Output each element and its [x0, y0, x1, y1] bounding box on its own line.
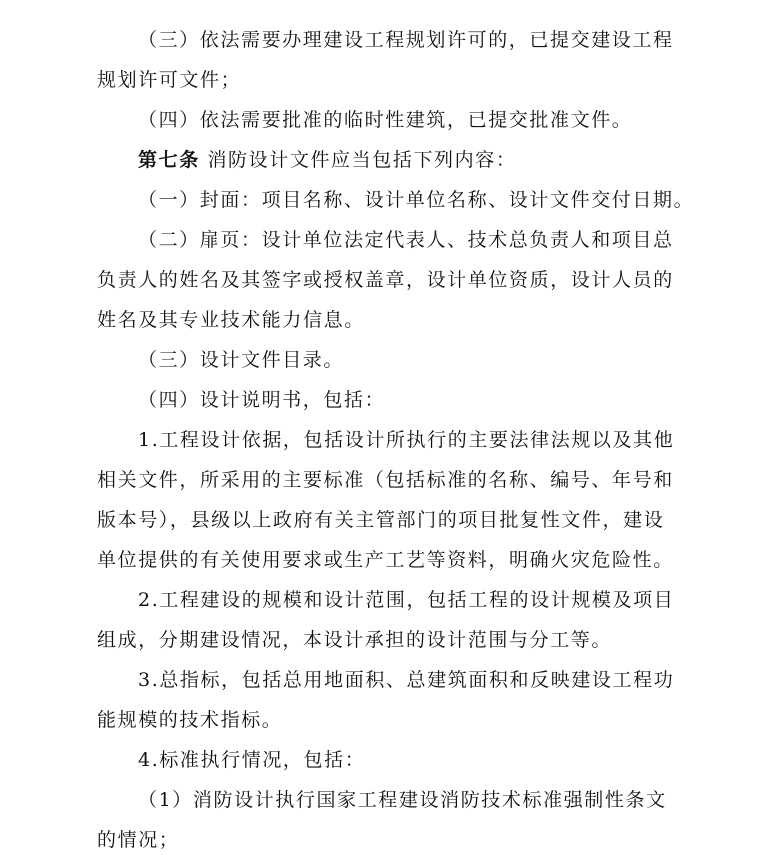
text-line: 的情况；: [97, 829, 180, 851]
text-line: （1）消防设计执行国家工程建设消防技术标准强制性条文: [138, 789, 667, 811]
text-line: 能规模的技术指标。: [97, 709, 283, 731]
text-line: 2.工程建设的规模和设计范围，包括工程的设计规模及项目: [138, 589, 675, 611]
text-line: 1.工程设计依据，包括设计所执行的主要法律法规以及其他: [138, 429, 675, 451]
text-line: 组成，分期建设情况，本设计承担的设计范围与分工等。: [97, 629, 613, 651]
text-line: （二）扉页：设计单位法定代表人、技术总负责人和项目总: [138, 229, 674, 251]
text-line: 3.总指标，包括总用地面积、总建筑面积和反映建设工程功: [138, 669, 675, 691]
article-heading-line: [138, 147, 516, 173]
text-line: 相关文件，所采用的主要标准（包括标准的名称、编号、年号和: [97, 469, 674, 491]
text-line: （四）依法需要批准的临时性建筑，已提交批准文件。: [138, 109, 633, 131]
text-line: 姓名及其专业技术能力信息。: [97, 309, 365, 331]
text-line: （一）封面：项目名称、设计单位名称、设计文件交付日期。: [138, 189, 695, 211]
article-number: 第七条: [138, 149, 200, 171]
text-line: 单位提供的有关使用要求或生产工艺等资料，明确火灾危险性。: [97, 549, 674, 571]
text-line: 版本号），县级以上政府有关主管部门的项目批复性文件，建设: [97, 509, 665, 531]
text-line: 4.标准执行情况，包括：: [138, 749, 366, 771]
text-line: 规划许可文件；: [97, 69, 242, 91]
text-line: （四）设计说明书，包括：: [138, 389, 386, 411]
text-line: 负责人的姓名及其签字或授权盖章，设计单位资质，设计人员的: [97, 269, 674, 291]
text-line: （三）设计文件目录。: [138, 349, 345, 371]
text-line: （三）依法需要办理建设工程规划许可的，已提交建设工程: [138, 29, 674, 51]
article-text: 消防设计文件应当包括下列内容：: [199, 149, 517, 171]
